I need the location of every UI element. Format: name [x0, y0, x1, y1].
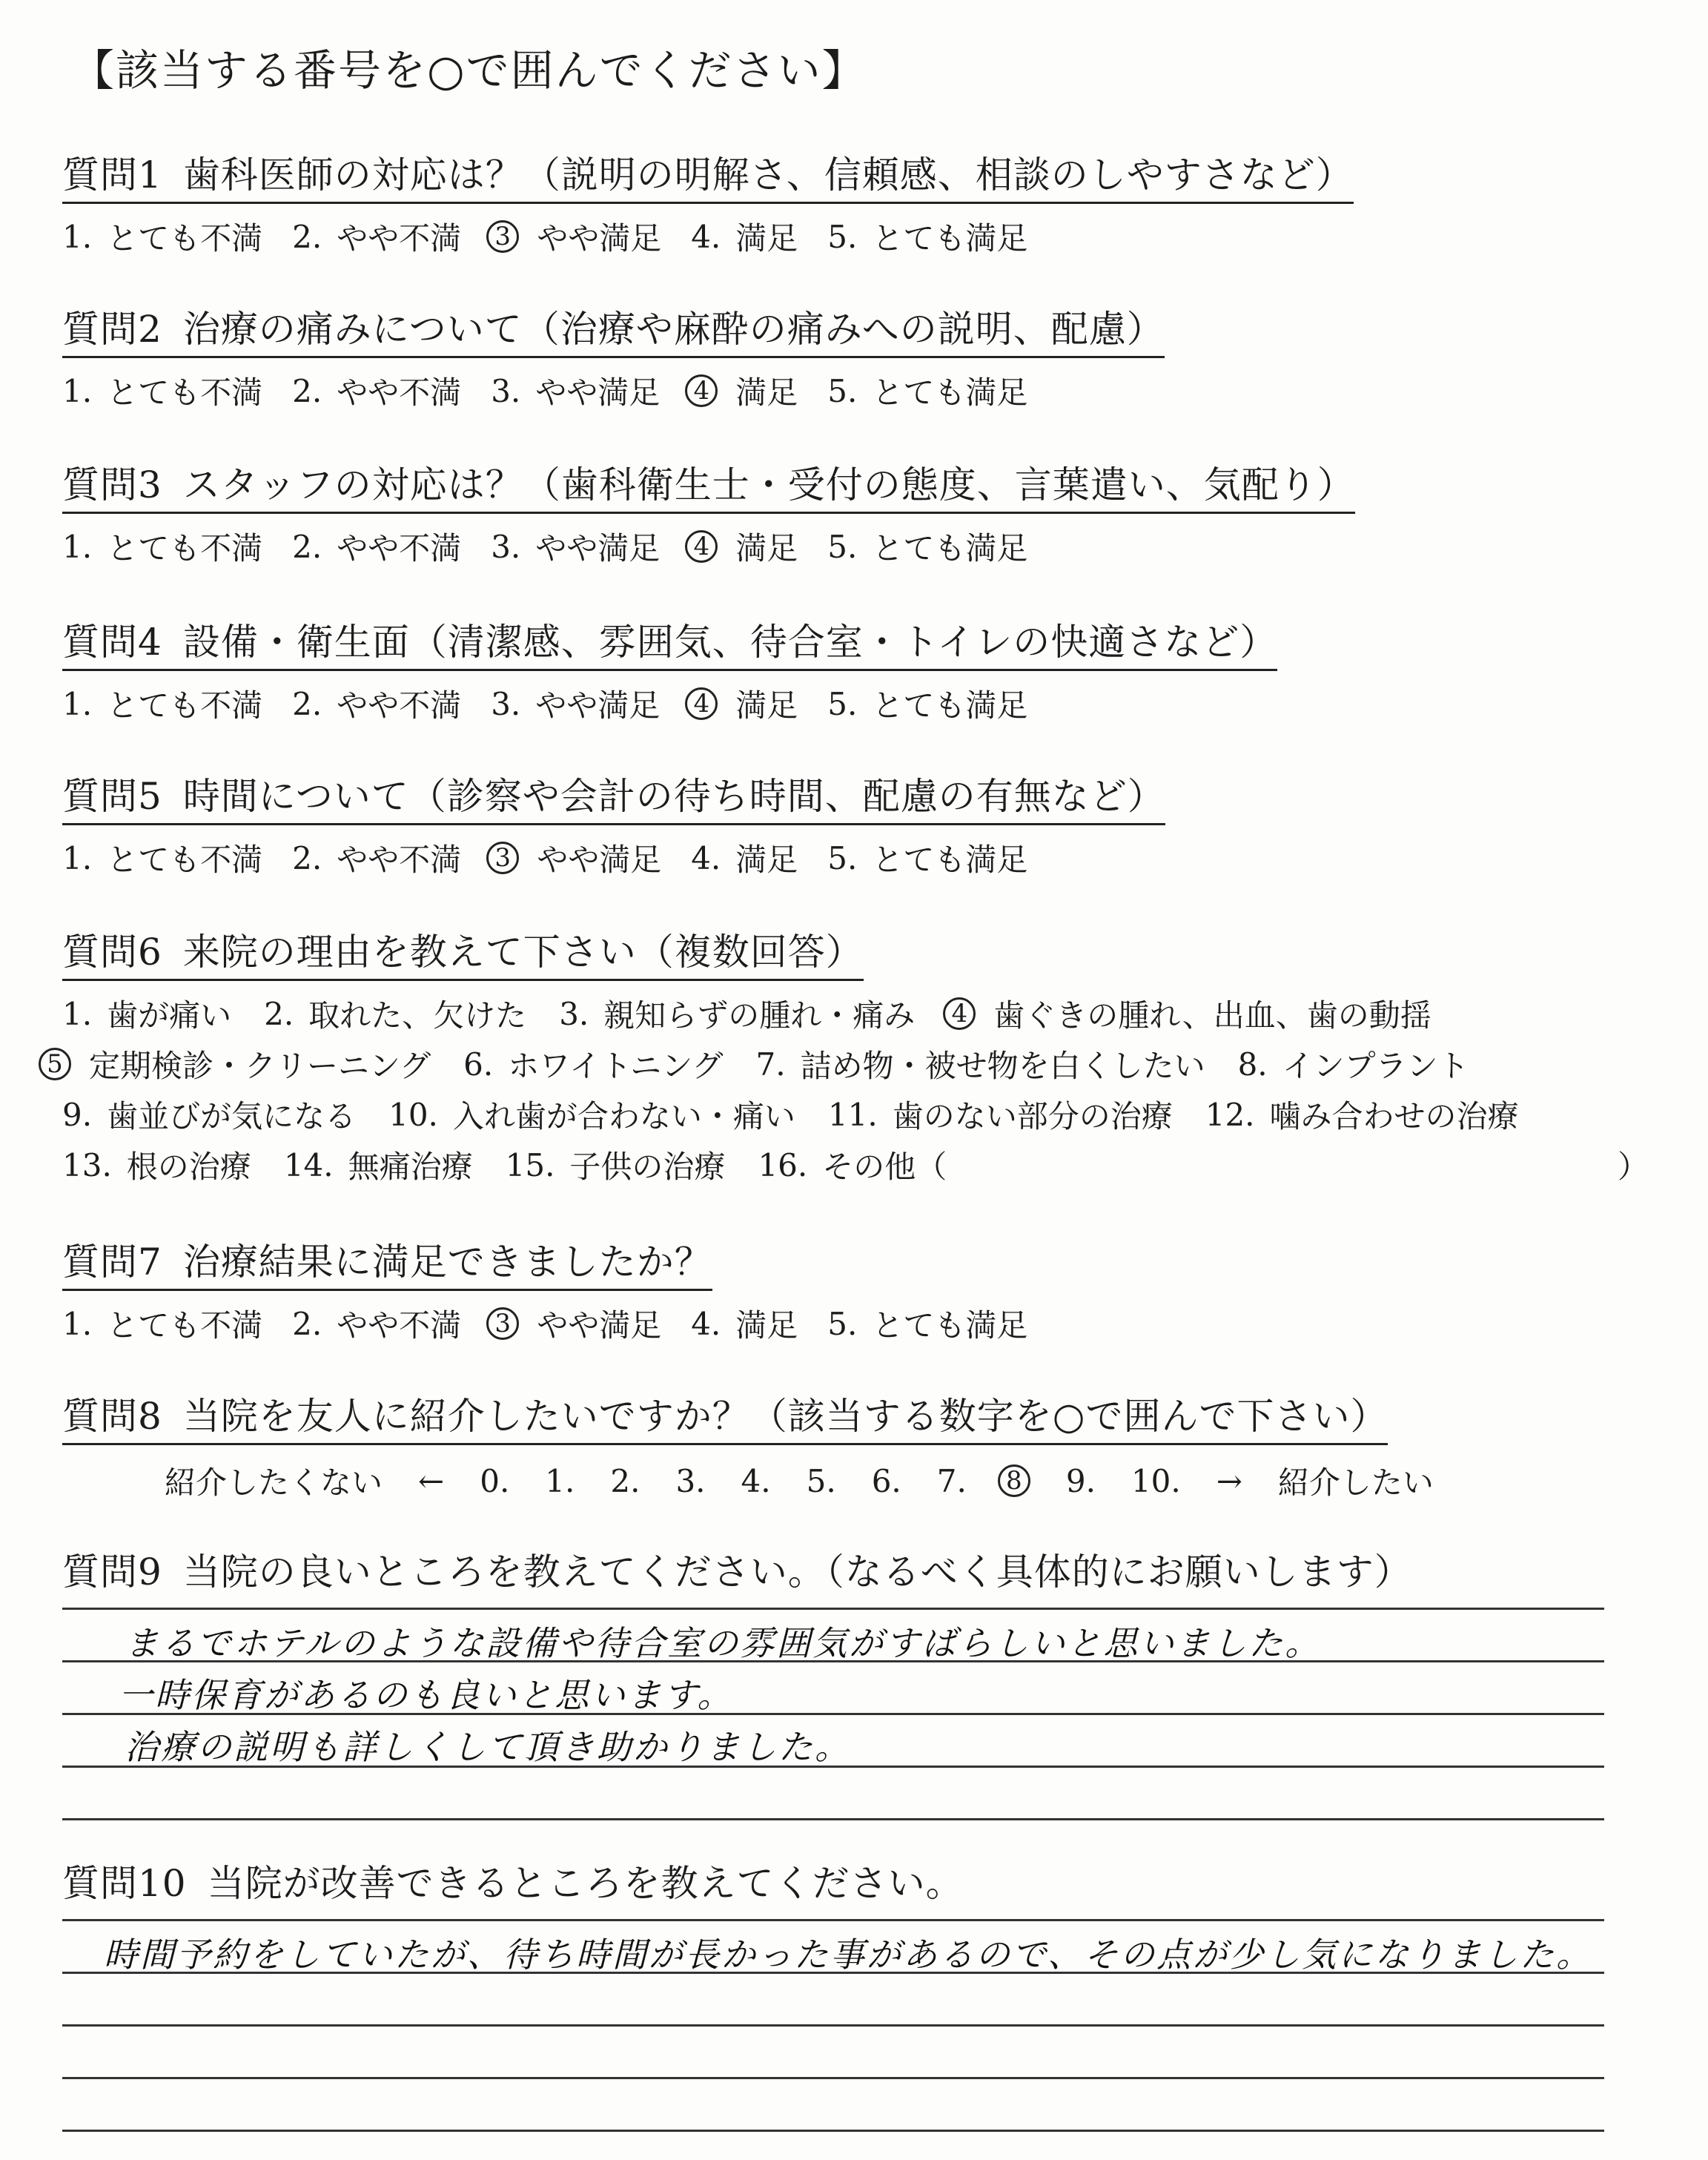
option-label: 親知らずの腫れ・痛み	[603, 997, 916, 1034]
question-text: スタッフの対応は？（歯科衛生士・受付の態度、言葉遣い、気配り）	[182, 463, 1355, 506]
option-4[interactable]	[689, 681, 798, 726]
option-number: 2.	[292, 528, 322, 565]
circled-option-number: 3	[486, 842, 519, 874]
question-8	[62, 1387, 1469, 1503]
reason-row	[62, 1140, 1678, 1190]
option-2[interactable]	[292, 836, 461, 880]
option-label: 歯のない部分の治療	[892, 1098, 1173, 1135]
option-label: やや満足	[537, 842, 662, 878]
reason-option[interactable]	[62, 991, 231, 1036]
question-4	[62, 612, 1277, 726]
reason-option[interactable]	[1205, 1092, 1519, 1137]
option-number: 4.	[691, 1305, 721, 1342]
question-number: 質問6	[62, 931, 162, 974]
option-label: 満足	[735, 374, 798, 411]
option-label: 満足	[735, 842, 798, 878]
answer-options	[62, 214, 1354, 259]
option-number: 13.	[62, 1146, 112, 1183]
question-number: 質問8	[62, 1395, 162, 1438]
circled-option-number: 5	[39, 1048, 71, 1080]
option-number: 8.	[1237, 1046, 1268, 1083]
option-label: 噛み合わせの治療	[1269, 1098, 1519, 1135]
option-label: とても満足	[872, 530, 1028, 567]
answer-options	[62, 1301, 1057, 1346]
option-number: 10.	[388, 1096, 438, 1133]
question-number: 質問4	[62, 621, 162, 664]
option-label: インプラント	[1282, 1048, 1469, 1084]
option-label: やや満足	[535, 687, 661, 724]
option-number: 15.	[505, 1146, 555, 1183]
option-number: 2.	[292, 839, 322, 876]
option-number: 1.	[62, 1305, 93, 1342]
scale-value[interactable]: 6.	[871, 1462, 901, 1499]
question-text: 治療の痛みについて（治療や麻酔の痛みへの説明、配慮）	[182, 308, 1165, 351]
option-number: 3.	[491, 528, 521, 565]
option-number: 5.	[827, 218, 858, 255]
option-label: 歯並びが気になる	[107, 1098, 357, 1135]
option-label: やや満足	[537, 1307, 662, 1344]
option-label: その他（	[822, 1149, 947, 1185]
question-9	[62, 1542, 1412, 1599]
option-label: 無痛治療	[348, 1149, 473, 1185]
option-5[interactable]	[827, 1301, 1027, 1346]
option-5[interactable]	[827, 369, 1027, 413]
option-label: とても満足	[872, 374, 1028, 411]
option-label: やや不満	[337, 374, 462, 411]
answer-options	[62, 836, 1165, 880]
option-label: とても不満	[107, 530, 263, 567]
option-4[interactable]	[689, 369, 798, 413]
option-number: 14.	[283, 1146, 334, 1183]
option-label: とても不満	[107, 1307, 263, 1344]
question-number: 質問3	[62, 463, 162, 506]
option-1[interactable]	[62, 836, 262, 880]
option-4[interactable]	[691, 214, 798, 259]
question-text: 設備・衛生面（清潔感、雰囲気、待合室・トイレの快適さなど）	[182, 621, 1278, 664]
option-3[interactable]	[491, 1301, 661, 1346]
handwritten-answer: 時間予約をしていたが、待ち時間が長かった事があるので、その点が少し気になりました。	[104, 1935, 1593, 1975]
option-label: やや満足	[535, 374, 661, 411]
answer-line	[62, 2077, 1604, 2079]
question-2	[62, 300, 1165, 413]
option-5[interactable]	[827, 214, 1027, 259]
question-number: 質問1	[62, 153, 162, 196]
reason-option[interactable]	[264, 991, 526, 1036]
option-number: 2.	[292, 685, 322, 722]
option-label: 歯が痛い	[107, 997, 232, 1034]
question-text: 歯科医師の対応は？（説明の明解さ、信頼感、相談のしやすさなど）	[182, 153, 1354, 196]
option-4[interactable]	[691, 1301, 798, 1346]
option-3[interactable]	[491, 214, 661, 259]
option-number: 4.	[691, 839, 721, 876]
option-label: やや満足	[537, 220, 662, 257]
option-number: 2.	[292, 372, 322, 409]
answer-options	[62, 524, 1355, 569]
option-label: 取れた、欠けた	[308, 997, 527, 1034]
reason-option[interactable]	[758, 1143, 947, 1187]
question-number: 質問10	[62, 1862, 187, 1905]
question-text: 時間について（診察や会計の待ち時間、配慮の有無など）	[182, 775, 1165, 818]
reason-option[interactable]	[463, 1042, 723, 1086]
question-1	[62, 145, 1354, 259]
reason-row	[43, 1039, 1678, 1089]
reason-option[interactable]	[506, 1143, 726, 1187]
option-2[interactable]	[292, 214, 461, 259]
scale-value[interactable]: 1.	[545, 1462, 575, 1499]
answer-options	[62, 369, 1165, 413]
option-4[interactable]	[689, 524, 798, 569]
reason-option[interactable]	[62, 1092, 356, 1137]
option-label: とても満足	[872, 687, 1028, 724]
option-number: 16.	[758, 1146, 808, 1183]
option-1[interactable]	[62, 681, 262, 726]
reason-options	[47, 988, 1678, 1190]
answer-line	[62, 1818, 1604, 1820]
option-number: 3.	[559, 995, 589, 1032]
circled-option-number: 3	[486, 1307, 519, 1340]
answer-line	[62, 1919, 1604, 1921]
option-label: とても満足	[872, 220, 1028, 257]
option-label: 満足	[735, 220, 798, 257]
option-label: 詰め物・被せ物を白くしたい	[800, 1048, 1205, 1084]
question-10	[62, 1854, 964, 1910]
option-number: 1.	[62, 839, 93, 876]
option-1[interactable]	[62, 369, 262, 413]
reason-option[interactable]	[755, 1042, 1205, 1086]
question-number: 質問9	[62, 1550, 162, 1593]
question-text: 当院を友人に紹介したいですか？（該当する数字を○で囲んで下さい）	[182, 1395, 1388, 1438]
option-5[interactable]	[827, 836, 1027, 880]
question-5	[62, 767, 1165, 880]
option-label: やや不満	[337, 1307, 462, 1344]
question-text: 治療結果に満足できましたか？	[182, 1241, 712, 1284]
question-7	[62, 1232, 1057, 1346]
left-arrow-icon: ←	[418, 1462, 445, 1499]
option-number: 1.	[62, 528, 93, 565]
right-arrow-icon: →	[1216, 1462, 1242, 1499]
form-title: 【該当する番号を○で囲んでください】	[71, 45, 867, 96]
question-number: 質問7	[62, 1241, 162, 1284]
option-number: 1.	[62, 685, 93, 722]
option-4[interactable]	[691, 836, 798, 880]
handwritten-answer: 治療の説明も詳しくして頂き助かりました。	[125, 1727, 851, 1767]
reason-option[interactable]	[828, 1092, 1173, 1137]
option-3[interactable]	[491, 836, 661, 880]
option-label: ホワイトニング	[508, 1048, 724, 1084]
option-2[interactable]	[292, 524, 461, 569]
option-label: 満足	[735, 687, 798, 724]
option-number: 6.	[463, 1046, 494, 1083]
scale-value[interactable]: 5.	[806, 1462, 836, 1499]
circled-option-number: 3	[486, 220, 519, 253]
option-5[interactable]	[827, 681, 1027, 726]
option-label: とても満足	[872, 842, 1028, 878]
handwritten-answer: 一時保育があるのも良いと思います。	[119, 1675, 734, 1715]
scale-value[interactable]: 7.	[936, 1462, 967, 1499]
question-text: 来院の理由を教えて下さい（複数回答）	[182, 931, 864, 974]
option-number: 5.	[827, 1305, 858, 1342]
scale-value[interactable]: 4.	[741, 1462, 771, 1499]
scale-value[interactable]: 9.	[1065, 1462, 1096, 1499]
option-2[interactable]	[292, 681, 461, 726]
option-number: 12.	[1205, 1096, 1255, 1133]
option-label: とても満足	[872, 1307, 1028, 1344]
question-6	[47, 922, 1678, 1190]
option-label: やや不満	[337, 220, 462, 257]
option-label: やや満足	[535, 530, 661, 567]
option-label: 根の治療	[126, 1149, 251, 1185]
question-3	[62, 455, 1355, 569]
option-3[interactable]	[491, 369, 660, 413]
recommend-scale	[62, 1459, 1469, 1503]
reason-option[interactable]	[43, 1042, 431, 1086]
option-number: 7.	[755, 1046, 786, 1083]
option-label: 入れ歯が合わない・痛い	[452, 1098, 795, 1135]
option-1[interactable]	[62, 1301, 262, 1346]
scale-value[interactable]: 3.	[675, 1462, 706, 1499]
reason-option[interactable]	[284, 1143, 473, 1187]
reason-option[interactable]	[1238, 1042, 1469, 1086]
option-number: 5.	[827, 685, 858, 722]
option-label: 満足	[735, 1307, 798, 1344]
circled-option-number: 4	[685, 687, 718, 720]
option-number: 2.	[292, 1305, 322, 1342]
reason-option[interactable]	[388, 1092, 795, 1137]
question-text: 当院が改善できるところを教えてください。	[207, 1862, 964, 1905]
option-2[interactable]	[292, 1301, 461, 1346]
question-text: 当院の良いところを教えてください。（なるべく具体的にお願いします）	[182, 1550, 1412, 1593]
option-label: 満足	[735, 530, 798, 567]
option-1[interactable]	[62, 214, 262, 259]
scale-value[interactable]: 10.	[1131, 1462, 1181, 1499]
option-label: とても不満	[107, 687, 263, 724]
option-number: 5.	[827, 372, 858, 409]
option-number: 1.	[62, 995, 93, 1032]
reason-option[interactable]	[559, 991, 915, 1036]
option-label: 子供の治療	[569, 1149, 726, 1185]
other-close-paren: ）	[1617, 1149, 1649, 1185]
option-number: 5.	[827, 528, 858, 565]
question-number: 質問5	[62, 775, 162, 818]
option-3[interactable]	[491, 524, 660, 569]
reason-row	[62, 988, 1678, 1039]
option-number: 3.	[491, 685, 521, 722]
option-label: 歯ぐきの腫れ、出血、歯の動揺	[993, 997, 1431, 1034]
circled-option-number: 4	[943, 997, 976, 1030]
handwritten-answer: まるでホテルのような設備や待合室の雰囲気がすばらしいと思いました。	[125, 1623, 1322, 1663]
option-number: 9.	[62, 1096, 93, 1133]
scale-value[interactable]: 2.	[610, 1462, 640, 1499]
option-5[interactable]	[827, 524, 1027, 569]
option-number: 4.	[691, 218, 721, 255]
option-label: やや不満	[337, 842, 462, 878]
option-number: 1.	[62, 372, 93, 409]
scale-value[interactable]: 0.	[480, 1462, 510, 1499]
option-number: 1.	[62, 218, 93, 255]
reason-option[interactable]	[62, 1143, 251, 1187]
option-number: 2.	[292, 218, 322, 255]
option-3[interactable]	[491, 681, 660, 726]
question-number: 質問2	[62, 308, 162, 351]
option-label: とても不満	[107, 374, 263, 411]
option-number: 2.	[264, 995, 294, 1032]
option-label: とても不満	[107, 220, 263, 257]
reason-row	[62, 1089, 1678, 1140]
option-number: 5.	[827, 839, 858, 876]
circled-option-number: 4	[685, 374, 718, 407]
answer-line	[62, 2130, 1604, 2132]
circled-option-number: 4	[685, 530, 718, 563]
scale-right-label: 紹介したい	[1277, 1464, 1434, 1501]
scale-left-label: 紹介したくない	[165, 1464, 383, 1501]
option-number: 11.	[827, 1096, 878, 1133]
answer-options	[62, 681, 1277, 726]
option-label: やや不満	[337, 530, 462, 567]
reason-option[interactable]	[947, 991, 1431, 1036]
option-number: 3.	[491, 372, 521, 409]
option-label: とても不満	[107, 842, 263, 878]
answer-line	[62, 2024, 1604, 2027]
answer-line	[62, 1608, 1604, 1610]
option-1[interactable]	[62, 524, 262, 569]
option-2[interactable]	[292, 369, 461, 413]
circled-scale-value[interactable]: 8	[998, 1464, 1030, 1497]
option-label: 定期検診・クリーニング	[89, 1048, 431, 1084]
option-label: やや不満	[337, 687, 462, 724]
